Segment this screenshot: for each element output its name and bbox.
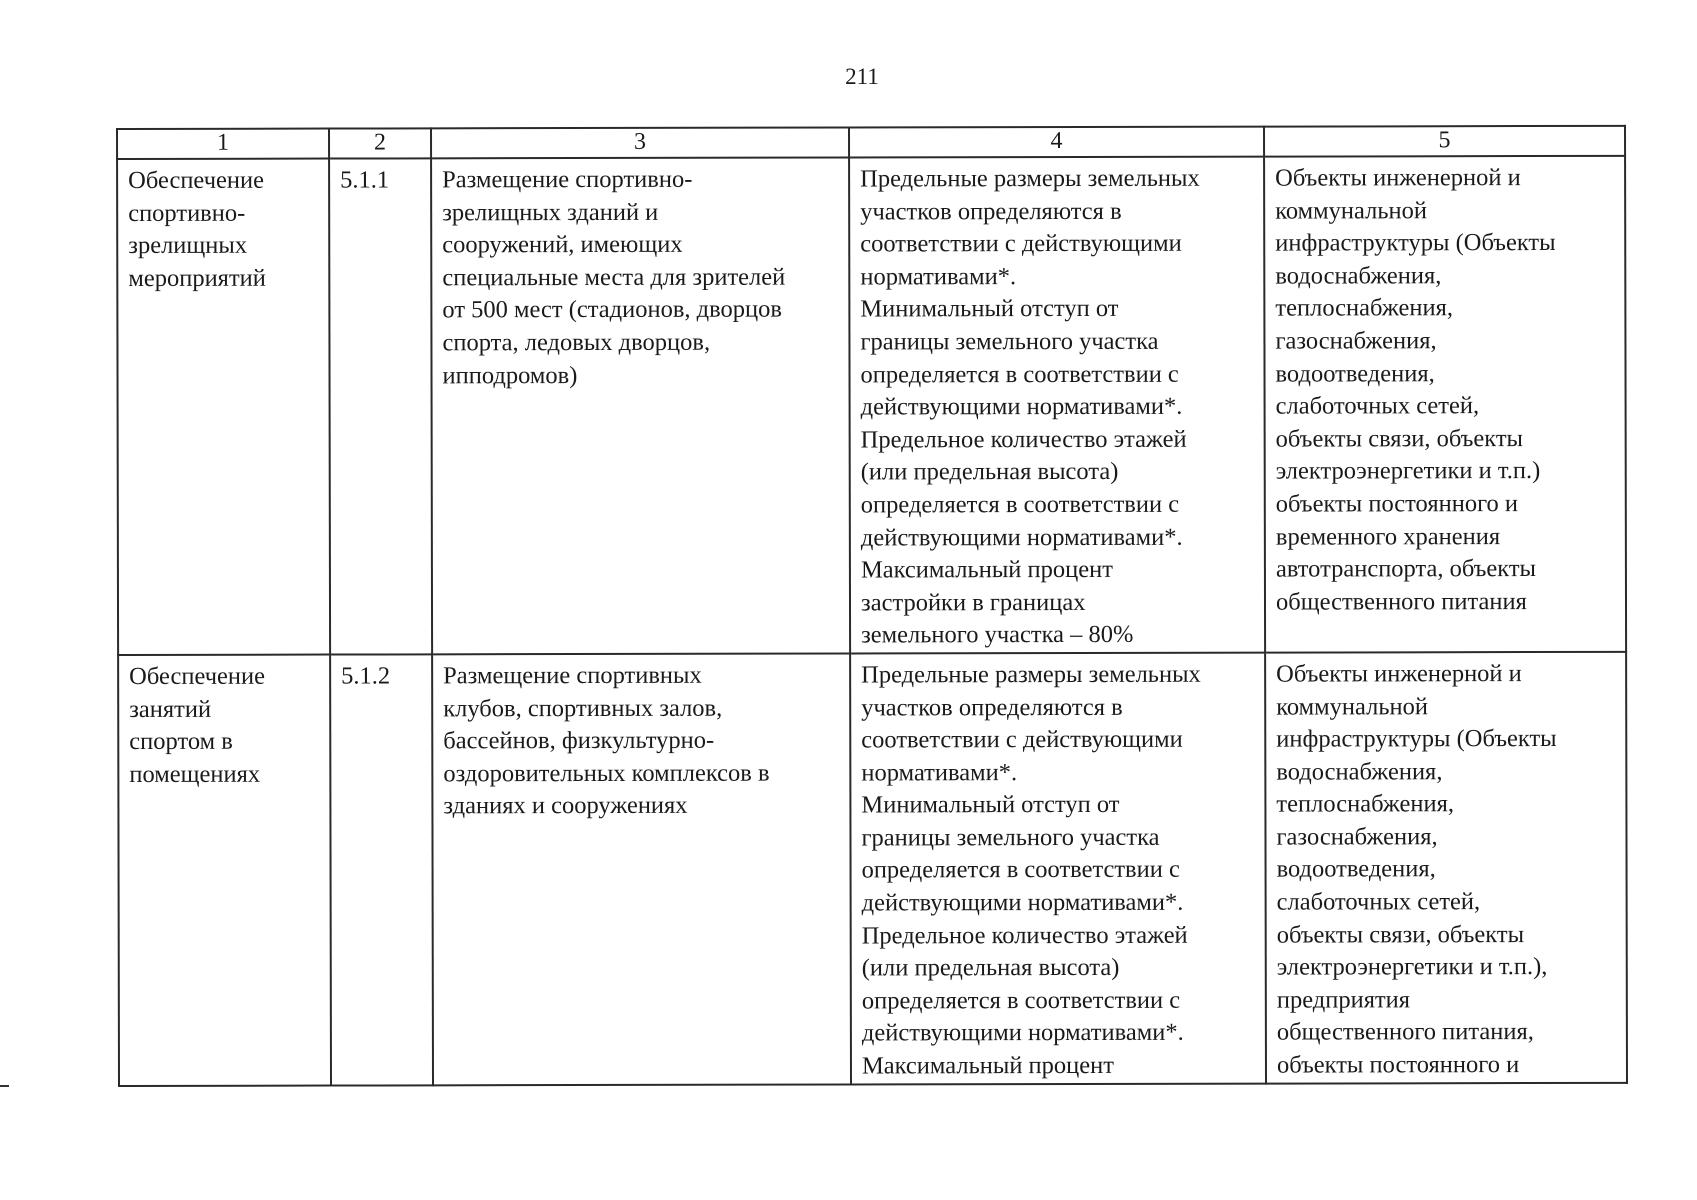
use-name-cell: Обеспечение занятий спортом в помещениях	[118, 654, 331, 1085]
parameters-cell: Предельные размеры земельных участков определяются в соответствии с действующими нормативами*. Минимальный отступ от границы земельного участка определяется в соответствии с действующими нормативами*. Предельное количество этажей (или предельная высота) определяется в соответствии с действующими нормативами*. Максимальный процент застройки в границах земельного участка – 80%	[849, 157, 1265, 654]
auxiliary-uses-cell: Объекты инженерной и коммунальной инфраструктуры (Объекты водоснабжения, теплоснабжения, газоснабжения, водоотведения, слаботочных сетей, объекты связи, объекты электроэнергетики и т.п.), предприятия общественного питания, объекты постоянного и	[1265, 652, 1627, 1083]
column-header-1: 1	[117, 129, 329, 159]
use-description-cell: Размещение спортивно- зрелищных зданий и сооружений, имеющих специальные места для зрителей от 500 мест (стадионов, дворцов спорта, ледовых дворцов, ипподромов)	[431, 157, 850, 654]
table-body	[117, 156, 1627, 1086]
land-use-table	[116, 125, 1628, 1087]
column-header-3: 3	[431, 127, 849, 158]
table-header	[117, 126, 1625, 159]
margin-dash	[0, 1085, 9, 1087]
header-row	[117, 126, 1625, 159]
table-row	[118, 652, 1627, 1086]
use-code-cell: 5.1.1	[329, 158, 432, 654]
table-row	[117, 156, 1626, 655]
column-header-4: 4	[849, 127, 1264, 158]
column-header-5: 5	[1264, 126, 1625, 157]
page-number: 211	[845, 64, 879, 89]
use-description-cell: Размещение спортивных клубов, спортивных залов, бассейнов, физкультурно- оздоровительных комплексов в зданиях и сооружениях	[432, 653, 851, 1085]
use-code-cell: 5.1.2	[330, 654, 433, 1085]
parameters-cell: Предельные размеры земельных участков определяются в соответствии с действующими нормативами*. Минимальный отступ от границы земельного участка определяется в соответствии с действующими нормативами*. Предельное количество этажей (или предельная высота) определяется в соответствии с действующими нормативами*. Максимальный процент	[850, 653, 1266, 1085]
column-header-2: 2	[329, 128, 431, 158]
auxiliary-uses-cell: Объекты инженерной и коммунальной инфраструктуры (Объекты водоснабжения, теплоснабжения, газоснабжения, водоотведения, слаботочных сетей, объекты связи, объекты электроэнергетики и т.п.) объекты постоянного и временного хранения автотранспорта, объекты общественного питания	[1264, 156, 1626, 653]
use-name-cell: Обеспечение спортивно- зрелищных мероприятий	[117, 159, 330, 655]
